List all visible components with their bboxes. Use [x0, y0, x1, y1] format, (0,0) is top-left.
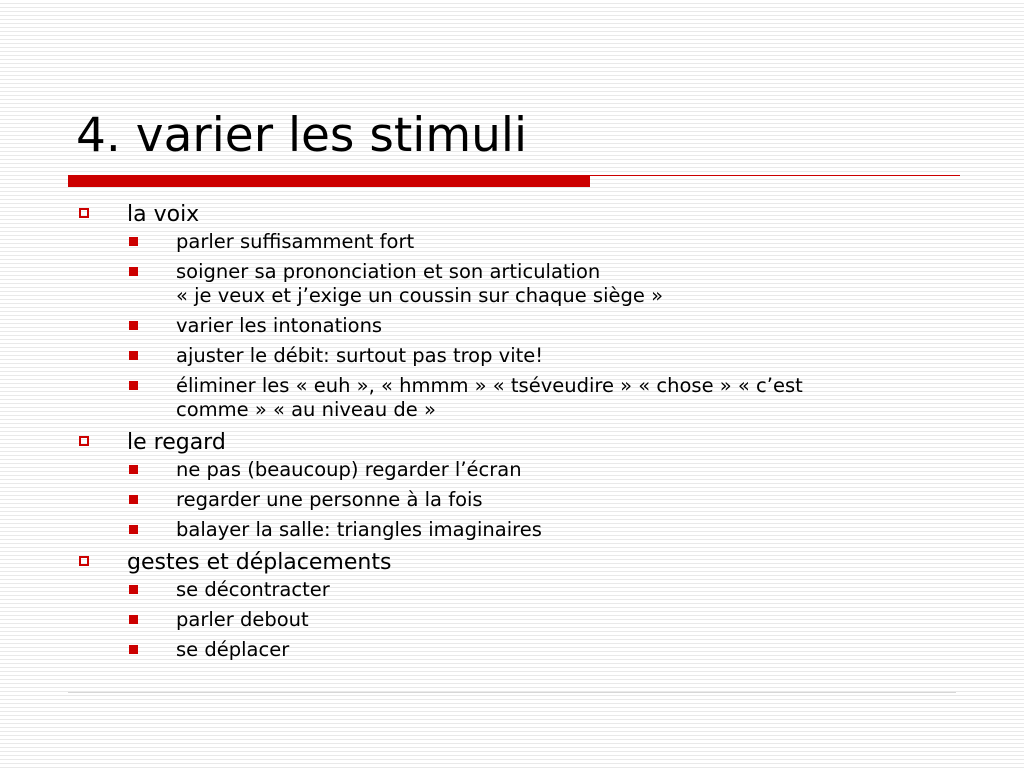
filled-square-bullet-icon [129, 237, 138, 246]
filled-square-bullet-icon [129, 525, 138, 534]
sub-bullet-list [76, 230, 956, 422]
list-item [76, 230, 956, 254]
list-item [76, 260, 956, 308]
section-heading-label: gestes et déplacements [127, 550, 392, 575]
list-item-text: ajuster le débit: surtout pas trop vite! [176, 344, 544, 367]
filled-square-bullet-icon [129, 465, 138, 474]
list-item-text: balayer la salle: triangles imaginaires [176, 518, 542, 541]
list-item-text: soigner sa prononciation et son articulation [176, 260, 601, 283]
list-item [76, 608, 956, 632]
list-item [76, 374, 956, 422]
title-underline-thin [590, 175, 960, 176]
list-item-text: éliminer les « euh », « hmmm » « tséveudire » « chose » « c’est [176, 374, 803, 397]
title-underline-thick [68, 175, 590, 187]
filled-square-bullet-icon [129, 495, 138, 504]
section-heading [76, 428, 956, 458]
section-heading-label: la voix [127, 202, 200, 227]
outline-section [76, 200, 956, 422]
bullet-outline [76, 200, 956, 668]
sub-bullet-list [76, 458, 956, 542]
list-item [76, 488, 956, 512]
outline-section [76, 548, 956, 662]
list-item-text: regarder une personne à la fois [176, 488, 483, 511]
filled-square-bullet-icon [129, 267, 138, 276]
slide-title: 4. varier les stimuli [76, 108, 528, 163]
section-heading-label: le regard [127, 430, 226, 455]
footer-divider [68, 692, 956, 693]
outline-section [76, 428, 956, 542]
filled-square-bullet-icon [129, 321, 138, 330]
filled-square-bullet-icon [129, 645, 138, 654]
hollow-square-bullet-icon [79, 436, 89, 446]
list-item [76, 518, 956, 542]
filled-square-bullet-icon [129, 351, 138, 360]
hollow-square-bullet-icon [79, 208, 89, 218]
list-item-text: comme » « au niveau de » [176, 398, 436, 421]
list-item [76, 578, 956, 602]
list-item-text: « je veux et j’exige un coussin sur chaque siège » [176, 284, 664, 307]
section-heading [76, 200, 956, 230]
list-item-text: ne pas (beaucoup) regarder l’écran [176, 458, 522, 481]
list-item [76, 314, 956, 338]
filled-square-bullet-icon [129, 381, 138, 390]
list-item-text: parler debout [176, 608, 309, 631]
list-item-text: parler suffisamment fort [176, 230, 415, 253]
list-item [76, 344, 956, 368]
list-item [76, 458, 956, 482]
list-item-text: varier les intonations [176, 314, 383, 337]
hollow-square-bullet-icon [79, 556, 89, 566]
list-item-text: se déplacer [176, 638, 290, 661]
list-item-text: se décontracter [176, 578, 330, 601]
section-heading [76, 548, 956, 578]
list-item [76, 638, 956, 662]
filled-square-bullet-icon [129, 615, 138, 624]
sub-bullet-list [76, 578, 956, 662]
filled-square-bullet-icon [129, 585, 138, 594]
